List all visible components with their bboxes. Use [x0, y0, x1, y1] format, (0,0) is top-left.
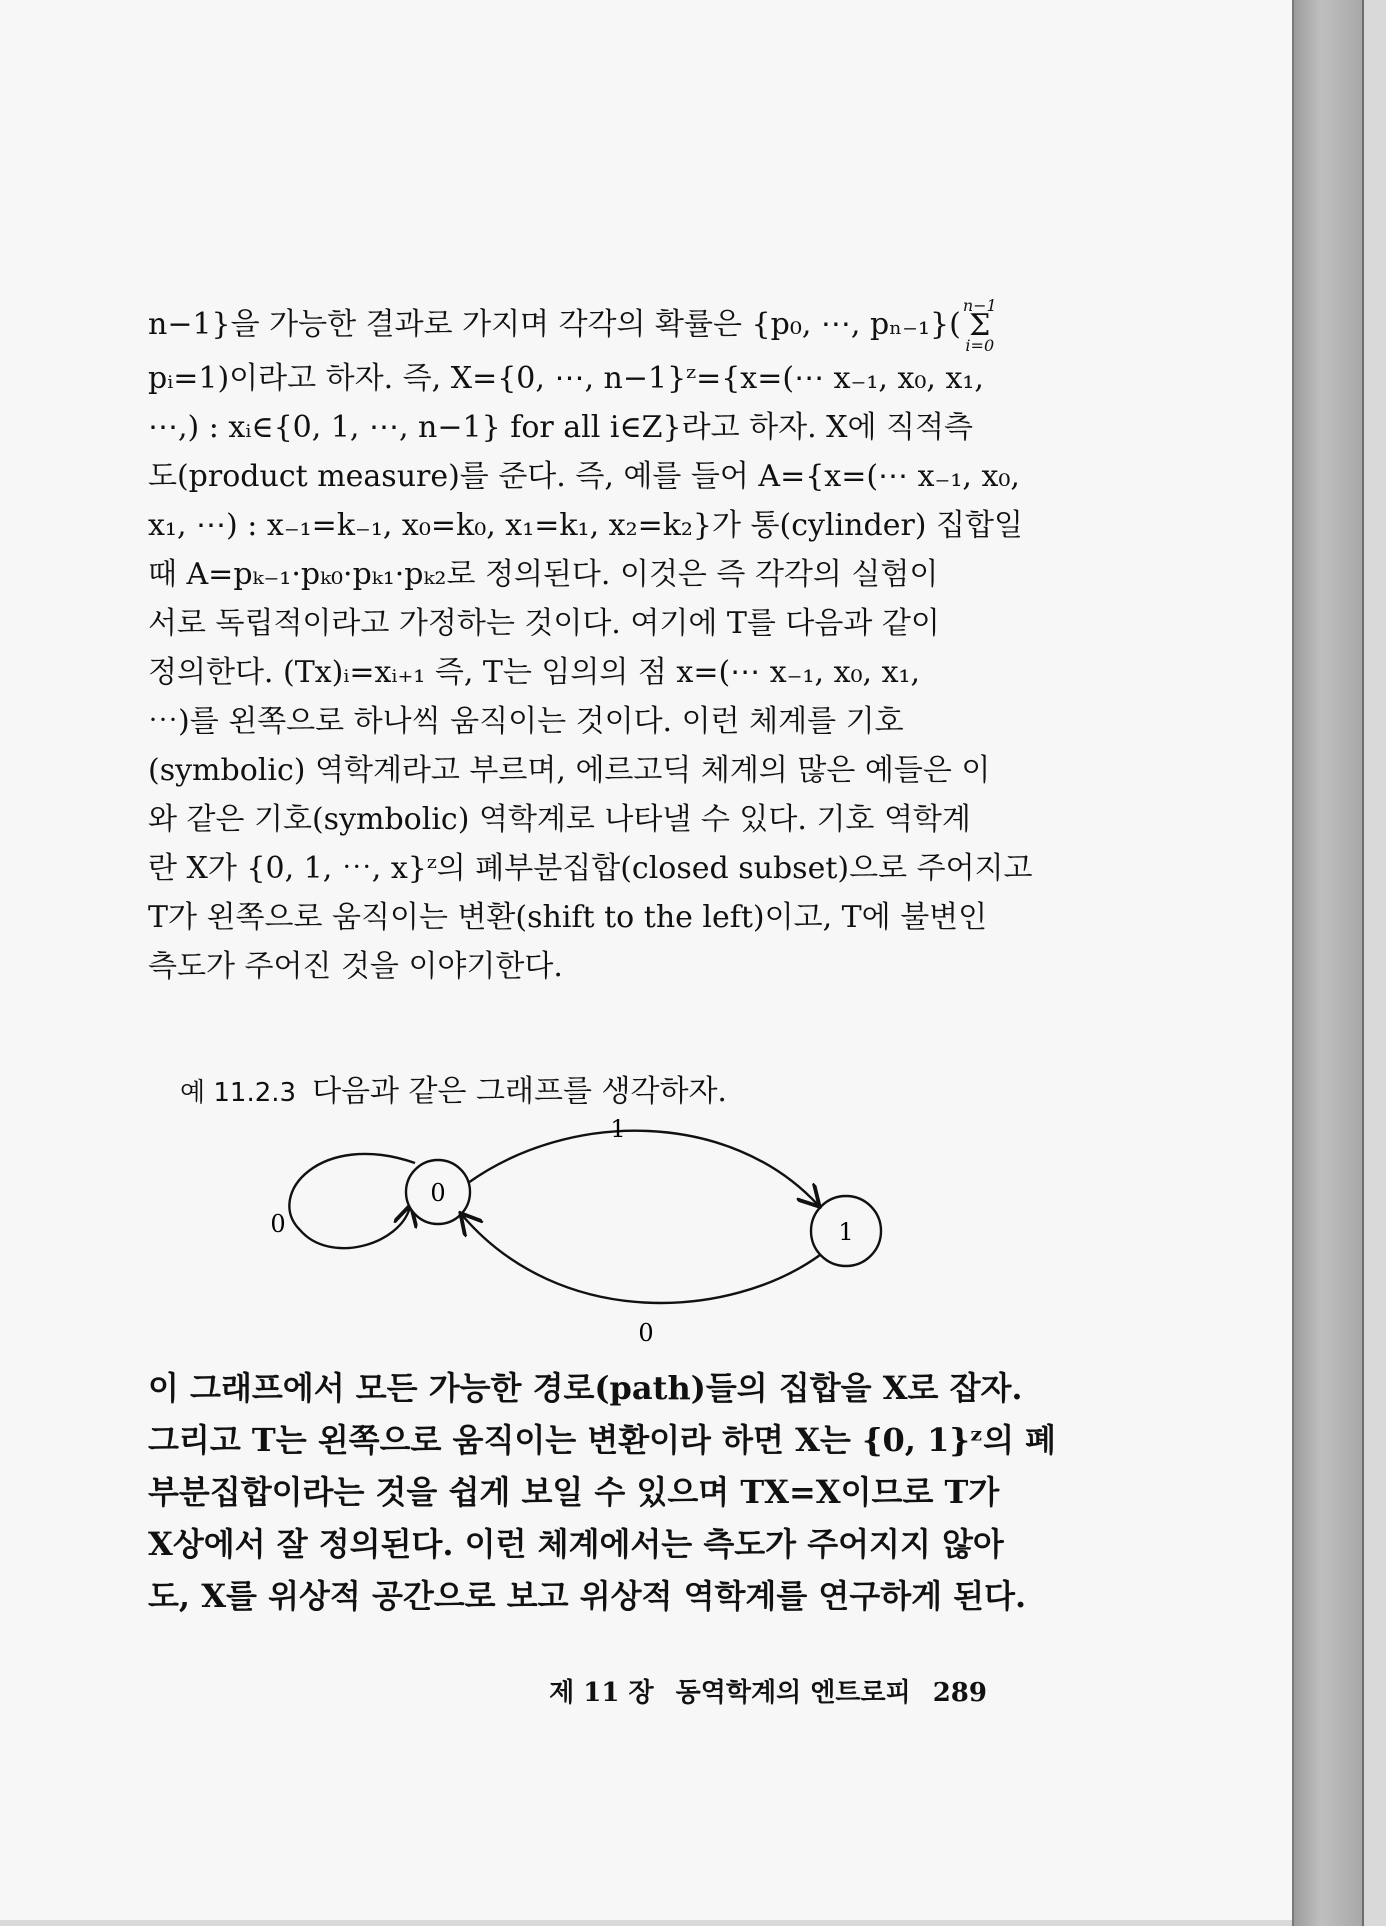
text-line-1: 이 그래프에서 모든 가능한 경로(path)들의 집합을 X로 잡자. [148, 1369, 1023, 1407]
text-line-1: n−1}을 가능한 결과로 가지며 각각의 확률은 {p₀, ⋯, pₙ₋₁}( [148, 307, 961, 342]
text-line-5: 도, X를 위상적 공간으로 보고 위상적 역학계를 연구하게 된다. [148, 1577, 1027, 1615]
text-line-11: 와 같은 기호(symbolic) 역학계로 나타낼 수 있다. 기호 역학계 [148, 802, 971, 837]
bottom-edge-label: 0 [638, 1319, 654, 1347]
example-number: 예 11.2.3 [180, 1078, 297, 1108]
running-footer [527, 1672, 987, 1709]
sum-lower-limit: i=0 [965, 336, 995, 355]
sigma-glyph: Σ [969, 308, 991, 343]
text-line-4: 도(product measure)를 준다. 즉, 예를 들어 A={x=(⋯ x₋₁, x₀, [148, 459, 1020, 494]
text-line-9: ⋯)를 왼쪽으로 하나씩 움직이는 것이다. 이런 체계를 기호 [148, 704, 904, 739]
page-number: 289 [932, 1678, 987, 1708]
text-line-5: x₁, ⋯) : x₋₁=k₋₁, x₀=k₀, x₁=k₁, x₂=k₂}가 통(cylinder) 집합일 [148, 508, 1023, 543]
state-graph-svg [260, 1115, 900, 1355]
paragraph-graph-paths [148, 1362, 1090, 1622]
self-loop-edge [289, 1154, 415, 1248]
text-line-7: 서로 독립적이라고 가정하는 것이다. 여기에 T를 다음과 같이 [148, 606, 940, 641]
book-edge-strip [1292, 0, 1364, 1926]
edge-0-to-1 [468, 1131, 818, 1205]
text-line-14: 측도가 주어진 것을 이야기한다. [148, 949, 563, 984]
text-line-2: 그리고 T는 왼쪽으로 움직이는 변환이라 하면 X는 {0, 1}ᶻ의 폐 [148, 1421, 1057, 1459]
sum-upper-limit: n−1 [962, 296, 997, 315]
loop-label: 0 [270, 1210, 286, 1238]
node-0-label: 0 [430, 1179, 446, 1207]
text-line [148, 298, 1090, 354]
text-line-4: X상에서 잘 정의된다. 이런 체계에서는 측도가 주어지지 않아 [148, 1525, 1004, 1563]
text-line-3: ⋯,) : xᵢ∈{0, 1, ⋯, n−1} for all i∈Z}라고 하자. X에 직적측 [148, 410, 973, 445]
text-line-2: pᵢ=1)이라고 하자. 즉, X={0, ⋯, n−1}ᶻ={x=(⋯ x₋₁, x₀, x₁, [148, 361, 984, 396]
edge-1-to-0 [462, 1215, 820, 1303]
text-line-6: 때 A=pₖ₋₁·pₖ₀·pₖ₁·pₖ₂로 정의된다. 이것은 즉 각각의 실험이 [148, 557, 939, 592]
text-line-3: 부분집합이라는 것을 쉽게 보일 수 있으며 TX=X이므로 T가 [148, 1473, 1000, 1511]
top-edge-label: 1 [610, 1115, 626, 1143]
example-heading [180, 1066, 727, 1110]
text-line-10: (symbolic) 역학계라고 부르며, 에르고딕 체계의 많은 예들은 이 [148, 753, 991, 788]
paragraph-symbolic-dynamics [148, 298, 1090, 991]
node-1-label: 1 [838, 1218, 854, 1246]
text-line-8: 정의한다. (Tx)ᵢ=xᵢ₊₁ 즉, T는 임의의 점 x=(⋯ x₋₁, x₀, x₁, [148, 655, 921, 690]
example-text: 다음과 같은 그래프를 생각하자. [312, 1074, 727, 1109]
text-line-12: 란 X가 {0, 1, ⋯, x}ᶻ의 폐부분집합(closed subset)으로 주어지고 [148, 851, 1033, 886]
chapter-title: 동역학계의 엔트로피 [675, 1678, 911, 1708]
summation-symbol [963, 298, 997, 354]
text-line-13: T가 왼쪽으로 움직이는 변환(shift to the left)이고, T에 불변인 [148, 900, 988, 935]
chapter-label: 제 11 장 [549, 1678, 654, 1708]
state-graph-diagram [260, 1115, 900, 1355]
